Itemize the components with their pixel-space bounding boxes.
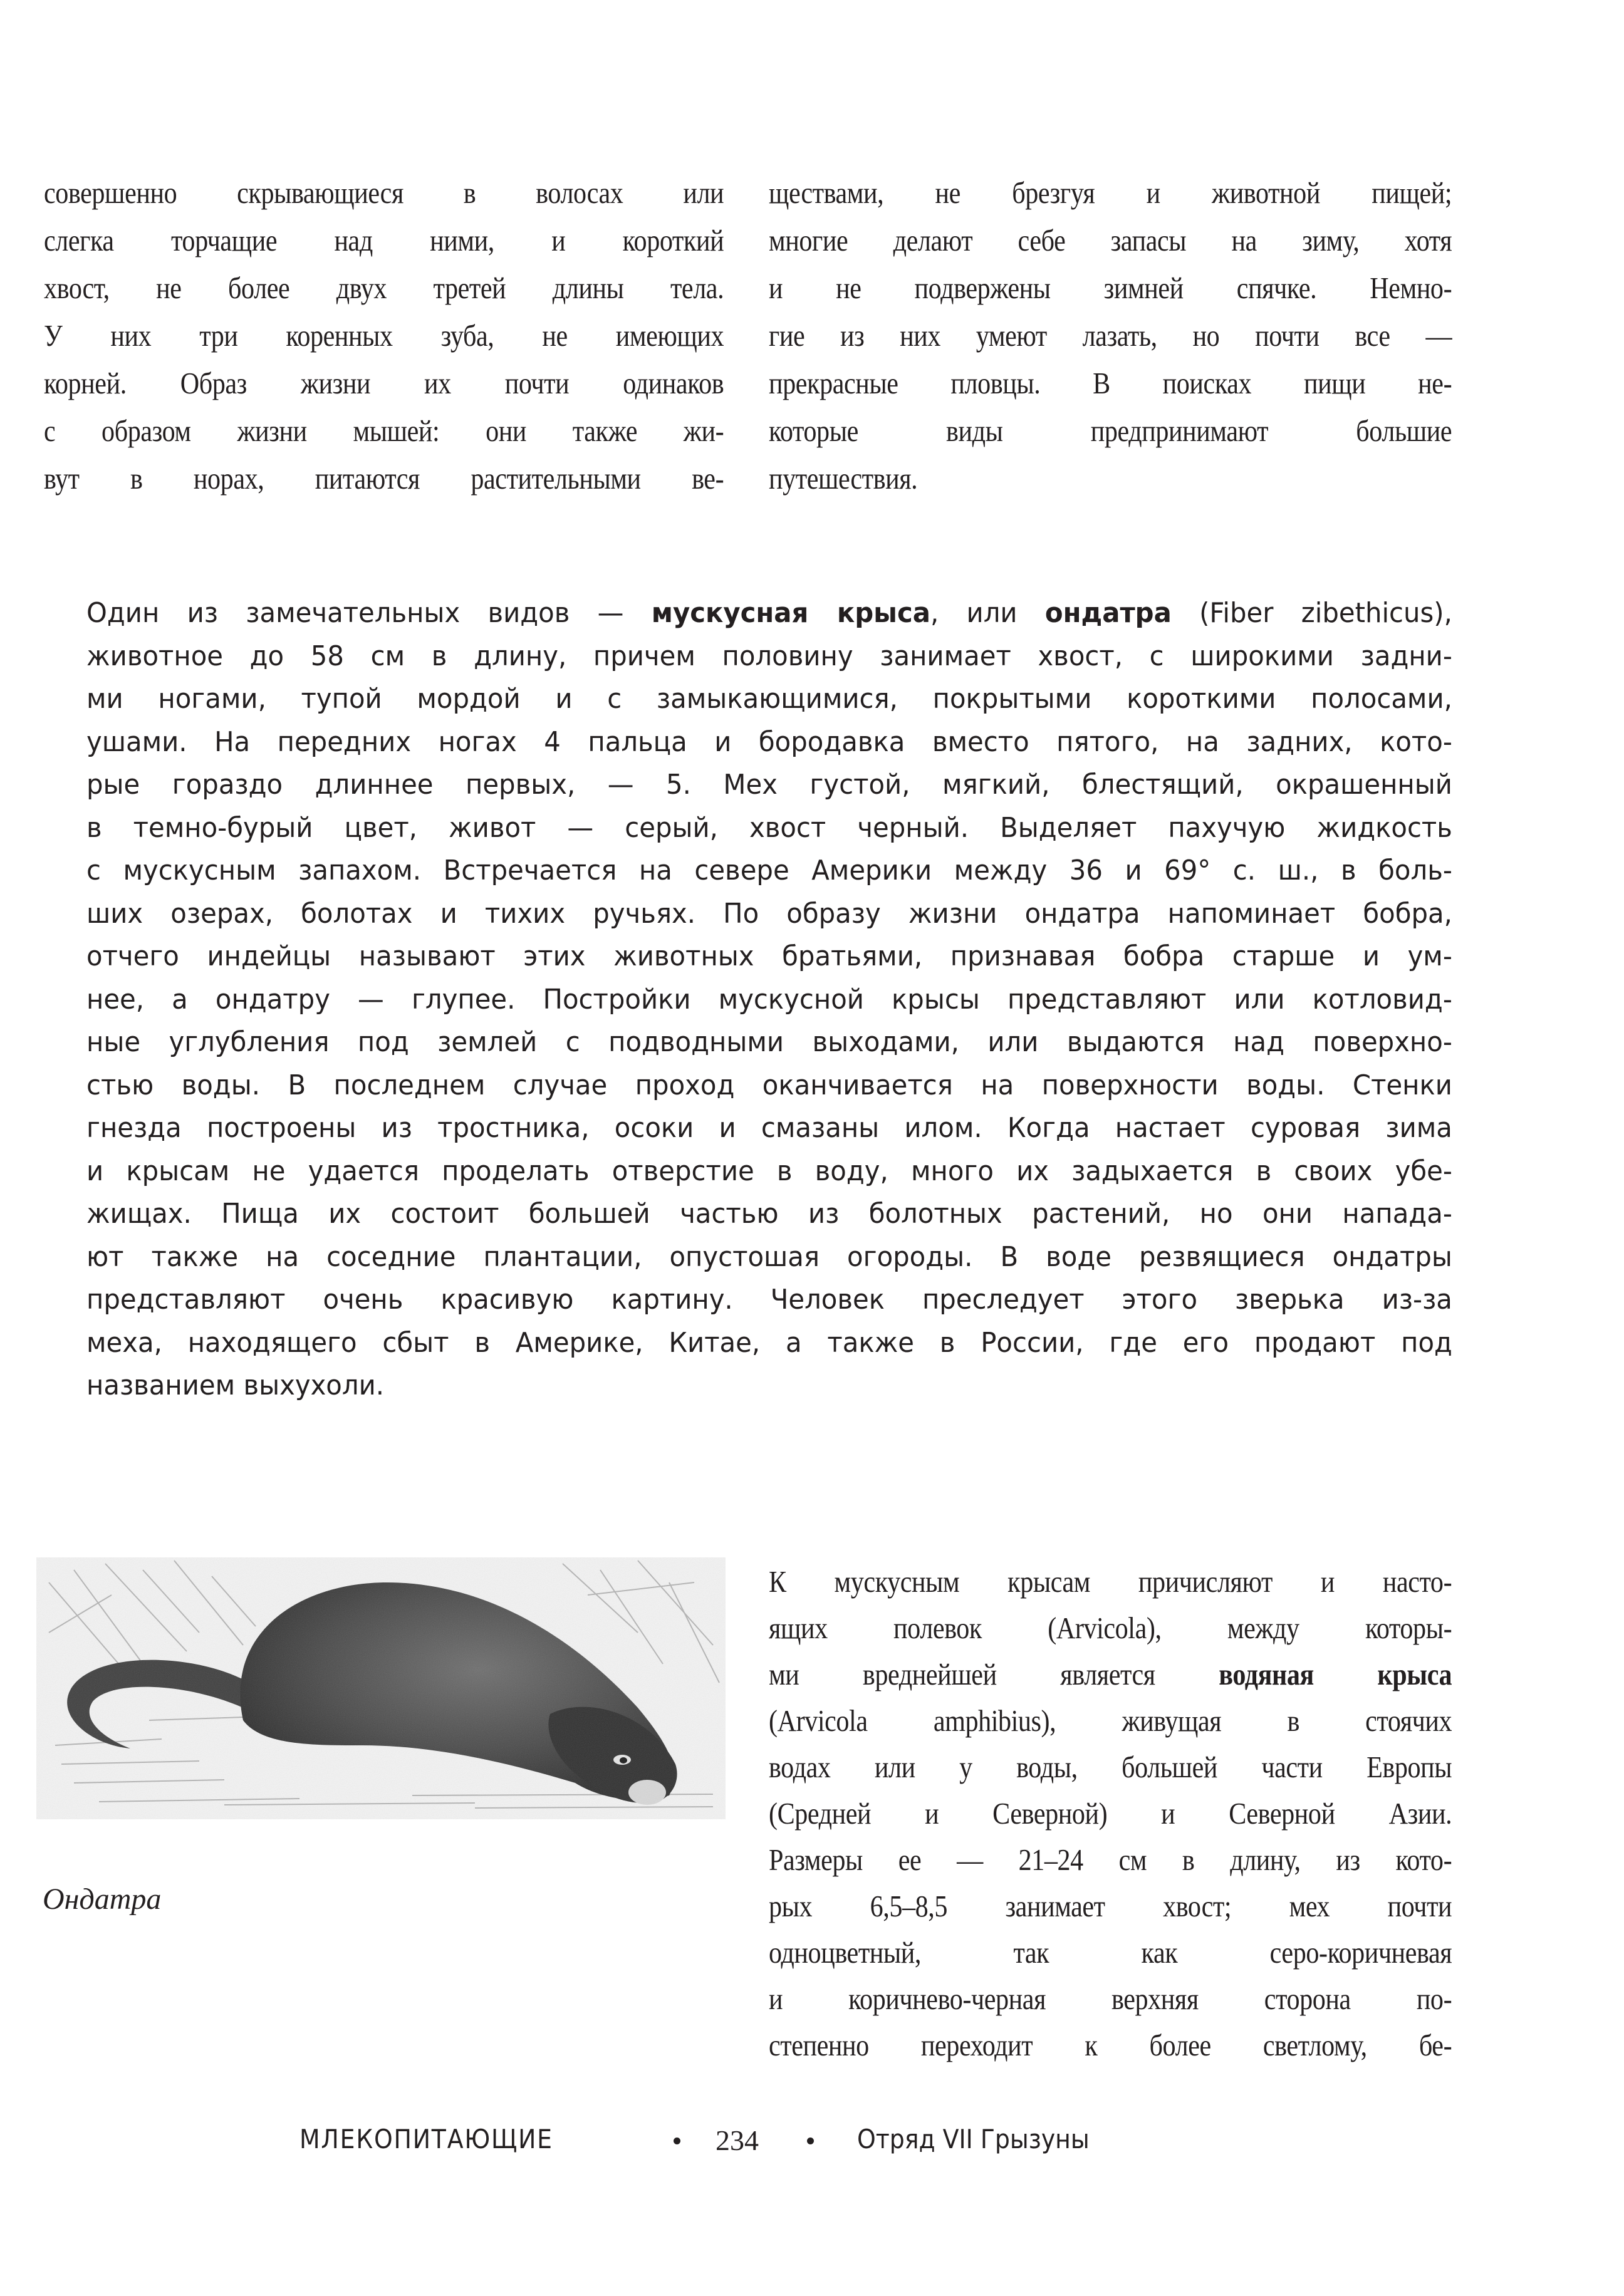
muskrat-illustration (36, 1557, 726, 1819)
text-line: животное до 58 см в длину, причем половину занимает хвост, с широкими задни- (86, 640, 1452, 672)
text-line: гие из них умеют лазать, но почти все — (769, 318, 1452, 353)
footer-chapter-title: Отряд VII Грызуны (857, 2124, 1090, 2154)
footer-section-title: МЛЕКОПИТАЮЩИЕ (299, 2124, 553, 2154)
text-line: с образом жизни мышей: они также жи- (44, 413, 724, 448)
text-line: в темно-бурый цвет, живот — серый, хвост черный. Выделяет пахучую жидкость (86, 811, 1452, 844)
text-line (86, 592, 1452, 635)
figure-caption: Ондатра (43, 1883, 162, 1916)
term-muskrat: мускусная крыса (651, 597, 930, 629)
text-line: корней. Образ жизни их почти одинаков (44, 366, 724, 400)
text-line: ют также на соседние плантации, опустошая огороды. В воде резвящиеся ондатры (86, 1240, 1452, 1273)
text-line: ные углубления под землей с подводными выходами, или выдаются над поверхно- (86, 1026, 1452, 1058)
text-line: рых 6,5–8,5 занимает хвост; мех почти (769, 1889, 1452, 1923)
text-line: ших озерах, болотах и тихих ручьях. По образу жизни ондатра напоминает бобра, (86, 897, 1452, 930)
text-line: степенно переходит к более светлому, бе- (769, 2028, 1452, 2062)
text-line: ящих полевок (Arvicola), между которы- (769, 1611, 1452, 1645)
text-line: с мускусным запахом. Встречается на севере Америки между 36 и 69° с. ш., в боль- (86, 855, 1452, 886)
muskrat-engraving-image (36, 1557, 726, 1819)
text-line: жищах. Пища их состоит большей частью из болотных растений, но они напада- (86, 1198, 1452, 1230)
text-line: нее, а ондатру — глупее. Постройки мускусной крысы представляют или котловид- (86, 983, 1452, 1016)
text-line: меха, находящего сбыт в Америке, Китае, а также в России, где его продают под (86, 1326, 1452, 1359)
text-line: многие делают себе запасы на зиму, хотя (769, 223, 1452, 257)
text-run: , или (930, 597, 1045, 629)
top-left-column (44, 169, 724, 502)
text-line: совершенно скрывающиеся в волосах или (44, 175, 724, 210)
text-line: путешествия. (769, 461, 918, 496)
text-line: ушами. На передних ногах 4 пальца и бородавка вместо пятого, на задних, кото- (86, 725, 1452, 758)
text-line (769, 1651, 1452, 1698)
text-line: одноцветный, так как серо-коричневая (769, 1935, 1452, 1970)
text-line: гнезда построены из тростника, осоки и смазаны илом. Когда настает суровая зима (86, 1112, 1452, 1144)
term-water-rat: водяная крыса (1219, 1657, 1452, 1691)
text-line: которые виды предпринимают большие (769, 413, 1452, 448)
term-ondatra: ондатра (1044, 597, 1172, 629)
page-footer (0, 2124, 1624, 2168)
bullet-separator-icon (674, 2138, 680, 2144)
text-line: К мускусным крысам причисляют и насто- (769, 1564, 1452, 1599)
text-line: Размеры ее — 21–24 см в длину, из кото- (769, 1842, 1452, 1877)
text-line: ми ногами, тупой мордой и с замыкающимися, покрытыми короткими полосами, (86, 683, 1452, 715)
text-line: представляют очень красивую картину. Человек преследует этого зверька из-за (86, 1284, 1452, 1316)
text-line: и коричнево-черная верхняя сторона по- (769, 1982, 1452, 2016)
muskrat-section (86, 592, 1452, 1408)
text-line: (Arvicola amphibius), живущая в стоячих (769, 1703, 1452, 1738)
text-line: слегка торчащие над ними, и короткий (44, 223, 724, 257)
text-line: вут в норах, питаются растительными ве- (44, 461, 724, 496)
water-rat-section (769, 1559, 1452, 2069)
top-right-column (769, 169, 1452, 502)
text-run: ми вреднейшей является (769, 1657, 1219, 1691)
text-line: рые гораздо длиннее первых, — 5. Мех густой, мягкий, блестящий, окрашенный (86, 769, 1452, 801)
text-line: (Средней и Северной) и Северной Азии. (769, 1796, 1452, 1831)
text-line: и не подвержены зимней спячке. Немно- (769, 271, 1452, 305)
text-line: хвост, не более двух третей длины тела. (44, 271, 724, 305)
text-line: названием выхухоли. (86, 1369, 385, 1401)
text-line: водах или у воды, большей части Европы (769, 1750, 1452, 1784)
text-run: (Fiber zibethicus), (1171, 597, 1452, 629)
bullet-separator-icon (807, 2138, 814, 2144)
text-line: отчего индейцы называют этих животных братьями, признавая бобра старше и ум- (86, 940, 1452, 972)
text-line: прекрасные пловцы. В поисках пищи не- (769, 366, 1452, 400)
text-run: Один из замечательных видов — (86, 597, 652, 629)
text-line: и крысам не удается проделать отверстие в воду, много их задыхается в своих убе- (86, 1155, 1452, 1187)
text-line: У них три коренных зуба, не имеющих (44, 318, 724, 353)
text-line: ществами, не брезгуя и животной пищей; (769, 175, 1452, 210)
text-line: стью воды. В последнем случае проход оканчивается на поверхности воды. Стенки (86, 1069, 1452, 1101)
page-number: 234 (716, 2124, 759, 2156)
